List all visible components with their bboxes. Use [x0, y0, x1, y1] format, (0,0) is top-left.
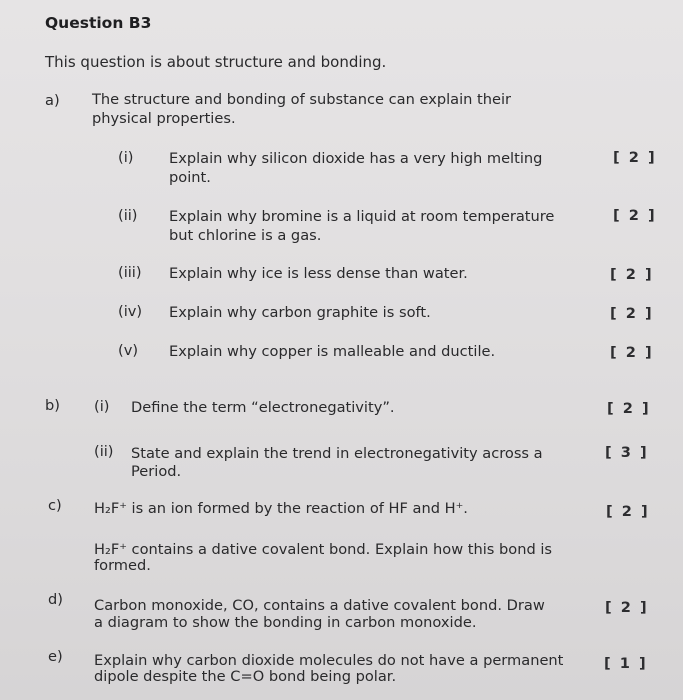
subpart-text-line2: Period.: [131, 463, 182, 480]
mark-allocation: [ 2 ]: [610, 344, 654, 361]
mark-allocation: [ 2 ]: [610, 305, 654, 322]
part-b-letter: b): [45, 397, 60, 414]
part-a-text-line1: The structure and bonding of substance can explain their: [92, 91, 512, 108]
subpart-text-line1: Explain why carbon graphite is soft.: [169, 304, 431, 321]
mark-allocation: [ 2 ]: [607, 400, 651, 417]
subpart-number: (ii): [118, 207, 138, 224]
mark-allocation: [ 1 ]: [604, 655, 648, 672]
part-a-text-line2: physical properties.: [92, 110, 236, 127]
mark-allocation: [ 3 ]: [605, 444, 649, 461]
mark-allocation: [ 2 ]: [606, 503, 650, 520]
subpart-number: (v): [118, 342, 139, 359]
subpart-number: (iii): [118, 264, 142, 281]
part-c-line2: H₂F⁺ contains a dative covalent bond. Explain how this bond is: [94, 541, 553, 558]
subpart-number: (iv): [118, 303, 143, 320]
question-title: Question B3: [45, 14, 152, 32]
part-c-line1: H₂F⁺ is an ion formed by the reaction of HF and H⁺.: [94, 500, 468, 517]
part-e-line2: dipole despite the C=O bond being polar.: [94, 668, 397, 685]
part-d-letter: d): [48, 591, 63, 608]
part-a-letter: a): [45, 92, 60, 109]
question-intro: This question is about structure and bonding.: [45, 53, 387, 71]
mark-allocation: [ 2 ]: [613, 207, 657, 224]
part-e-line1: Explain why carbon dioxide molecules do not have a permanent: [94, 652, 564, 669]
part-d-line1: Carbon monoxide, CO, contains a dative covalent bond. Draw: [94, 597, 545, 614]
subpart-text-line2: but chlorine is a gas.: [169, 227, 322, 244]
mark-allocation: [ 2 ]: [605, 599, 649, 616]
subpart-number: (i): [118, 149, 134, 166]
part-e-letter: e): [48, 648, 63, 665]
mark-allocation: [ 2 ]: [613, 149, 657, 166]
subpart-text-line2: point.: [169, 169, 211, 186]
subpart-text-line1: State and explain the trend in electronegativity across a: [131, 445, 543, 462]
mark-allocation: [ 2 ]: [610, 266, 654, 283]
subpart-text-line1: Define the term “electronegativity”.: [131, 399, 395, 416]
subpart-number: (ii): [94, 443, 114, 460]
subpart-text-line1: Explain why ice is less dense than water.: [169, 265, 468, 282]
part-c-line3: formed.: [94, 557, 151, 574]
part-c-letter: c): [48, 497, 62, 514]
subpart-text-line1: Explain why copper is malleable and ductile.: [169, 343, 496, 360]
subpart-text-line1: Explain why bromine is a liquid at room temperature: [169, 208, 555, 225]
subpart-text-line1: Explain why silicon dioxide has a very high melting: [169, 150, 543, 167]
subpart-number: (i): [94, 398, 110, 415]
part-d-line2: a diagram to show the bonding in carbon monoxide.: [94, 614, 477, 631]
